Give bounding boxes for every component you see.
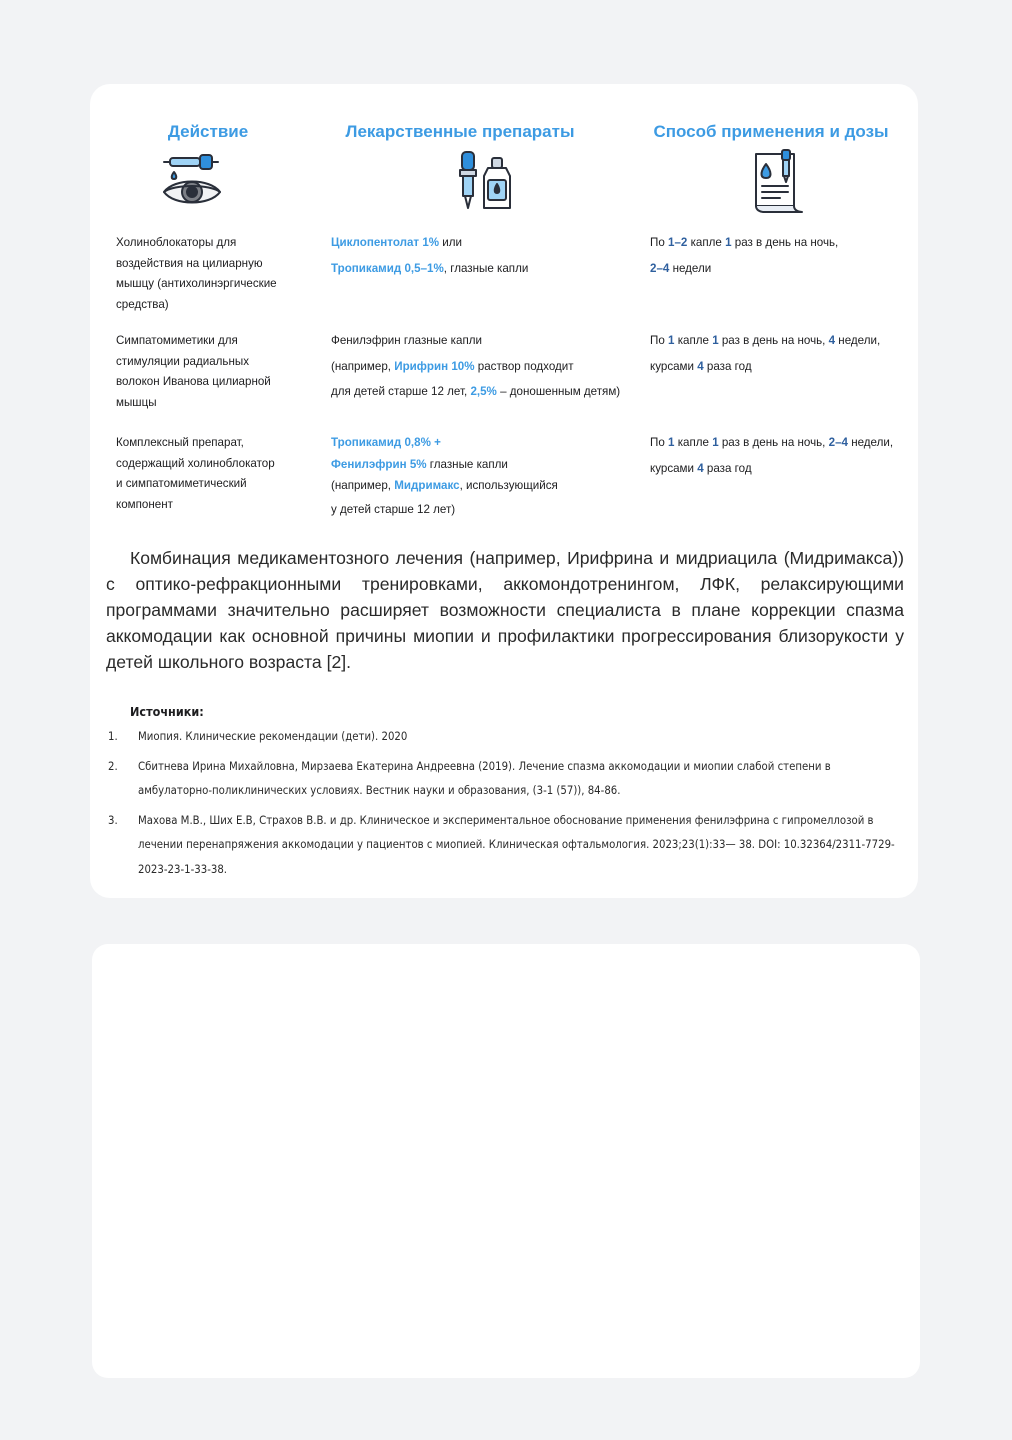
prescription-document-icon bbox=[750, 148, 808, 214]
row1-dosage: По 1–2 капле 1 раз в день на ночь, 2–4 недели bbox=[650, 236, 839, 275]
pipette-bottle-icon bbox=[452, 150, 518, 212]
header-dosage: Способ применения и дозы bbox=[653, 122, 889, 141]
row2-action: Симпатомиметики для стимуляции радиальных волокон Иванова цилиарной мышцы bbox=[116, 334, 271, 409]
summary-paragraph: Комбинация медикаментозного лечения (например, Ирифрина и мидриацила (Мидримакса)) с оптико-рефракционными тренировками, аккомондотренингом, ЛФК, релаксирующими программами значительно расширяет возможности специалиста в плане коррекции спазма аккомодации как основной причины миопии и профилактики прогрессирования близорукости у детей школьного возраста [2]. bbox=[106, 548, 904, 672]
header-action: Действие bbox=[167, 122, 249, 141]
source-item: 3. Махова М.В., Ших Е.В, Страхов В.В. и др. Клиническое и экспериментальное обоснование применения фенилэфрина с гипромеллозой в лечении перенапряжения аккомодации у пациентов с миопией. Клиническая офтальмология. 2023;23(1):33— 38. DOI: 10.32364/2311-7729-2023-23-1-33-38. bbox=[108, 813, 895, 876]
row3-dosage: По 1 капле 1 раз в день на ночь, 2–4 недели, курсами 4 раза год bbox=[650, 436, 894, 475]
eye-dropper-icon bbox=[160, 152, 224, 208]
row3-drugs: Тропикамид 0,8% + Фенилэфрин 5% глазные капли (например, Мидримакс, использующийся у детей старше 12 лет) bbox=[331, 436, 558, 516]
blank-card bbox=[92, 944, 920, 1378]
content-card bbox=[90, 84, 918, 898]
row3-action: Комплексный препарат, содержащий холиноблокатор и симпатомиметический компонент bbox=[116, 436, 275, 511]
row2-dosage: По 1 капле 1 раз в день на ночь, 4 недели, курсами 4 раза год bbox=[650, 334, 881, 373]
sources-list bbox=[108, 725, 904, 887]
source-item: 2. Сбитнева Ирина Михайловна, Мирзаева Екатерина Андреевна (2019). Лечение спазма аккомодации и миопии слабой степени в амбулаторно-поликлинических условиях. Вестник науки и образования, (3-1 (57)), 84-86. bbox=[108, 759, 831, 797]
row1-action: Холиноблокаторы для воздействия на цилиарную мышцу (антихолинэргические средства) bbox=[116, 236, 277, 311]
row1-drugs: Циклопентолат 1% или Тропикамид 0,5–1%, глазные капли bbox=[331, 236, 529, 275]
row2-drugs: Фенилэфрин глазные капли (например, Ирифрин 10% раствор подходит для детей старше 12 лет, 2,5% – доношенным детям) bbox=[331, 334, 621, 398]
sources-title: Источники: bbox=[130, 704, 204, 719]
source-item: 1. Миопия. Клинические рекомендации (дети). 2020 bbox=[108, 730, 408, 743]
header-drugs: Лекарственные препараты bbox=[345, 122, 575, 141]
